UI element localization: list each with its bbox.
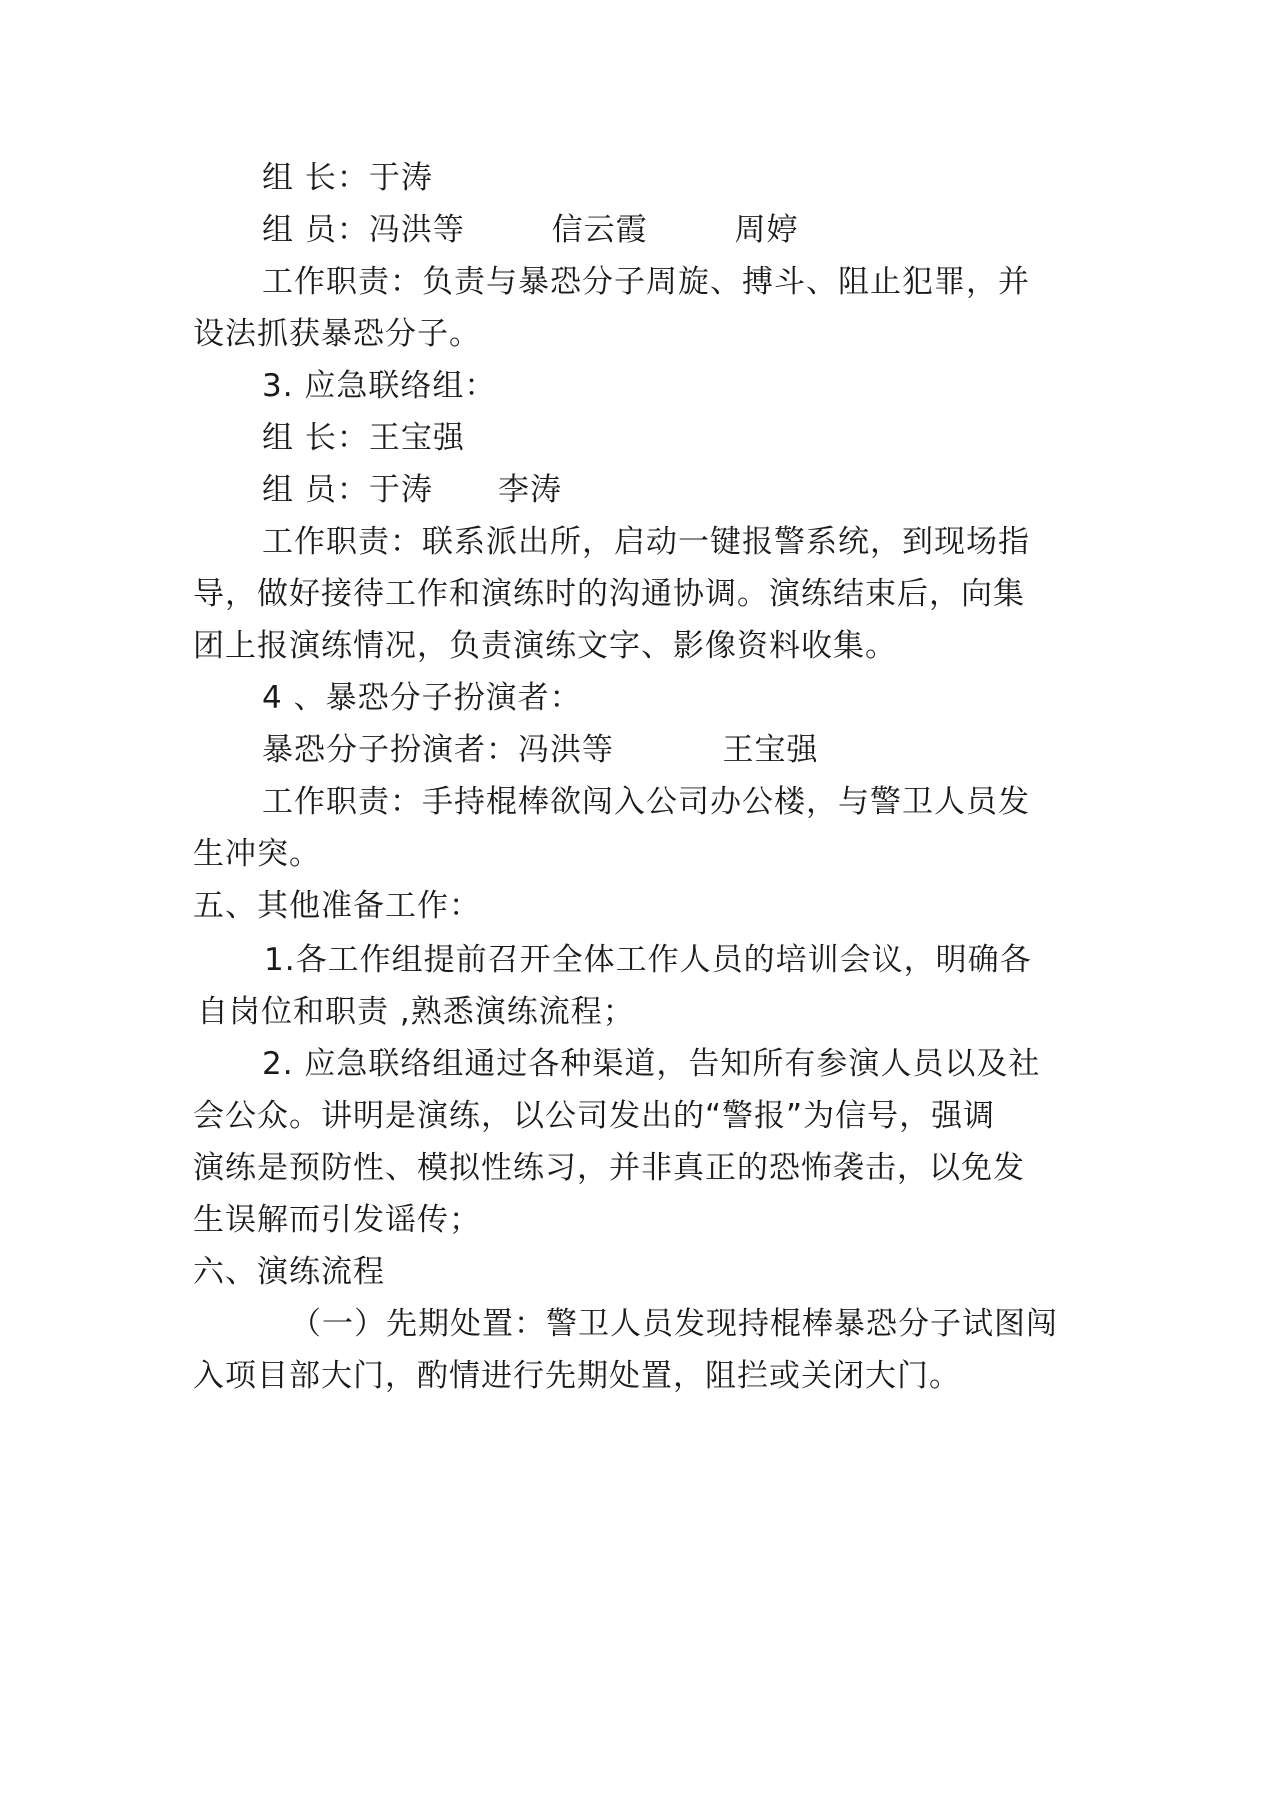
line-11: 4 、暴恐分子扮演者： [262,680,582,716]
line-8: 工作职责：联系派出所，启动一键报警系统，到现场指 [262,524,1030,560]
line-2: 组 员：冯洪等 信云霞 周婷 [262,212,799,248]
line-14: 生冲突。 [193,836,321,872]
line-3: 工作职责：负责与暴恐分子周旋、搏斗、阻止犯罪，并 [262,264,1030,300]
line-13: 工作职责：手持棍棒欲闯入公司办公楼，与警卫人员发 [262,784,1030,820]
line-5: 3. 应急联络组： [262,368,497,404]
line-6: 组 长：王宝强 [262,420,465,456]
line-4: 设法抓获暴恐分子。 [193,316,481,352]
line-23: （一）先期处置：警卫人员发现持棍棒暴恐分子试图闯 [290,1306,1058,1342]
line-22: 六、演练流程 [193,1254,385,1290]
line-24: 入项目部大门，酌情进行先期处置，阻拦或关闭大门。 [193,1358,961,1394]
line-10: 团上报演练情况，负责演练文字、影像资料收集。 [193,628,897,664]
line-19: 会公众。讲明是演练，以公司发出的“警报”为信号，强调 [193,1098,996,1134]
line-17: 自岗位和职责 ,熟悉演练流程； [197,994,635,1030]
line-7: 组 员：于涛 李涛 [262,472,562,508]
line-15: 五、其他准备工作： [193,888,481,924]
line-1: 组 长：于涛 [262,160,433,196]
line-9: 导，做好接待工作和演练时的沟通协调。演练结束后，向集 [193,576,1025,612]
line-12: 暴恐分子扮演者：冯洪等 王宝强 [262,732,819,768]
line-16: 1.各工作组提前召开全体工作人员的培训会议，明确各 [264,942,1032,978]
line-20: 演练是预防性、模拟性练习，并非真正的恐怖袭击，以免发 [193,1150,1025,1186]
line-21: 生误解而引发谣传； [193,1202,481,1238]
line-18: 2. 应急联络组通过各种渠道，告知所有参演人员以及社 [262,1046,1041,1082]
